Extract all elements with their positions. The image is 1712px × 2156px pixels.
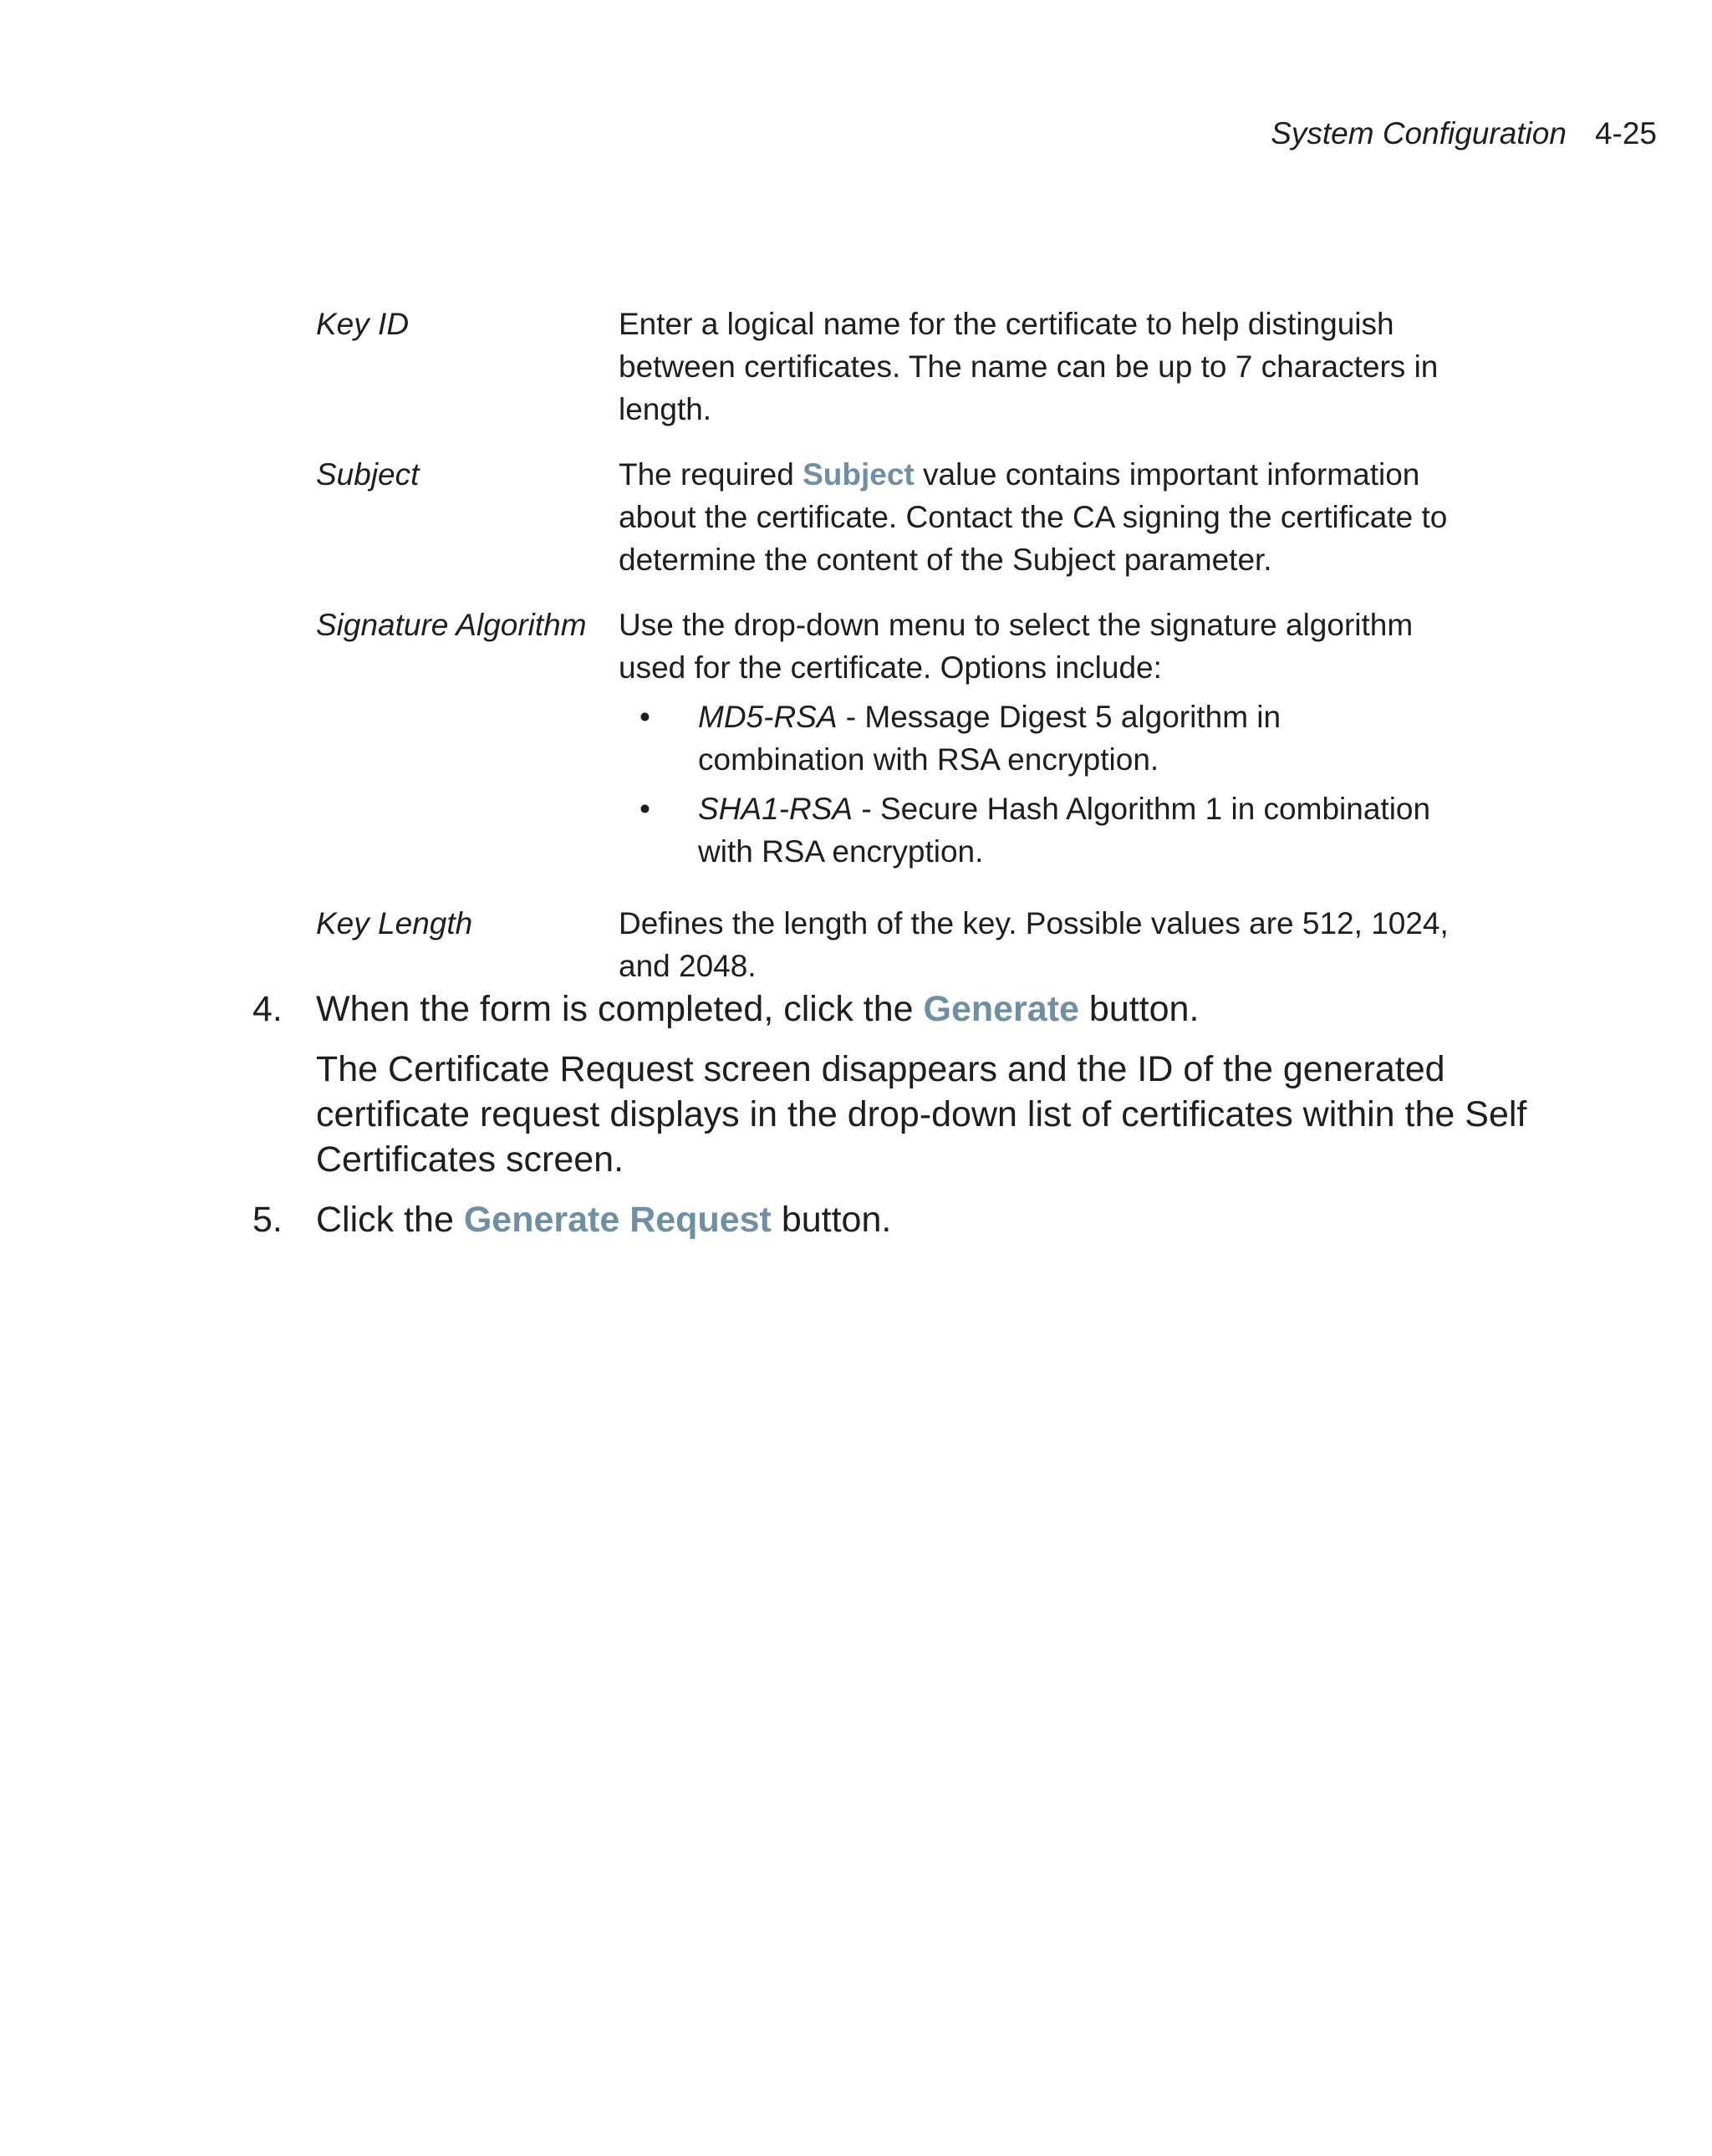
bullet-icon: • [639,792,650,826]
definition-term: Signature Algorithm [316,608,587,642]
definition-description [619,453,1455,581]
definition-description: Defines the length of the key. Possible values are 512, 1024, and 2048. [619,906,1449,983]
definition-term: Subject [316,457,420,492]
procedure-steps [252,986,1557,1242]
step-4 [252,986,1557,1182]
step-text: button. [771,1200,892,1240]
step-text: button. [1078,989,1200,1029]
description-text: value contains important information about the certificate. Contact the CA signing the certificate to determine the content of the Subject parameter. [619,457,1448,577]
step-number: 4. [252,989,283,1029]
definition-term: Key Length [316,906,473,940]
step-text: Click the [316,1200,464,1240]
definition-row-key-id [316,303,1470,431]
step-text: When the form is completed, click the [316,989,924,1029]
definition-table [316,303,1470,1010]
options-list [619,696,1455,873]
section-title: System Configuration [1271,116,1567,150]
step-number: 5. [252,1200,283,1240]
page-header [1271,115,1657,152]
bullet-icon: • [639,700,650,734]
step-instruction [316,986,1557,1032]
option-description: - Secure Hash Algorithm 1 in combination with RSA encryption. [698,792,1431,869]
list-item [619,787,1455,873]
definition-description: Enter a logical name for the certificate to help distinguish between certificates. The name can be up to 7 characters in length. [619,307,1439,426]
definition-row-subject [316,453,1470,581]
description-text: Use the drop-down menu to select the signature algorithm used for the certificate. Options include: [619,608,1414,685]
step-body [316,986,1557,1182]
option-name: MD5-RSA [698,700,838,734]
definition-term: Key ID [316,307,410,341]
step-5 [252,1197,1557,1242]
step-body [316,1197,1557,1242]
option-name: SHA1-RSA [698,792,853,826]
ui-term-highlight: Subject [802,457,915,492]
definition-row-key-length [316,902,1470,987]
step-instruction [316,1197,1557,1242]
page-number: 4-25 [1594,116,1657,150]
option-description: - Message Digest 5 algorithm in combination with RSA encryption. [698,700,1281,777]
ui-term-highlight: Generate [923,989,1079,1029]
definition-row-signature-algorithm [316,604,1470,879]
list-item [619,696,1455,781]
ui-term-highlight: Generate Request [463,1200,772,1240]
definition-description [619,604,1455,879]
step-note: The Certificate Request screen disappears and the ID of the generated certificate request displays in the drop-down list of certificates within the Self Certificates screen. [316,1049,1527,1180]
description-text: The required [619,457,803,492]
